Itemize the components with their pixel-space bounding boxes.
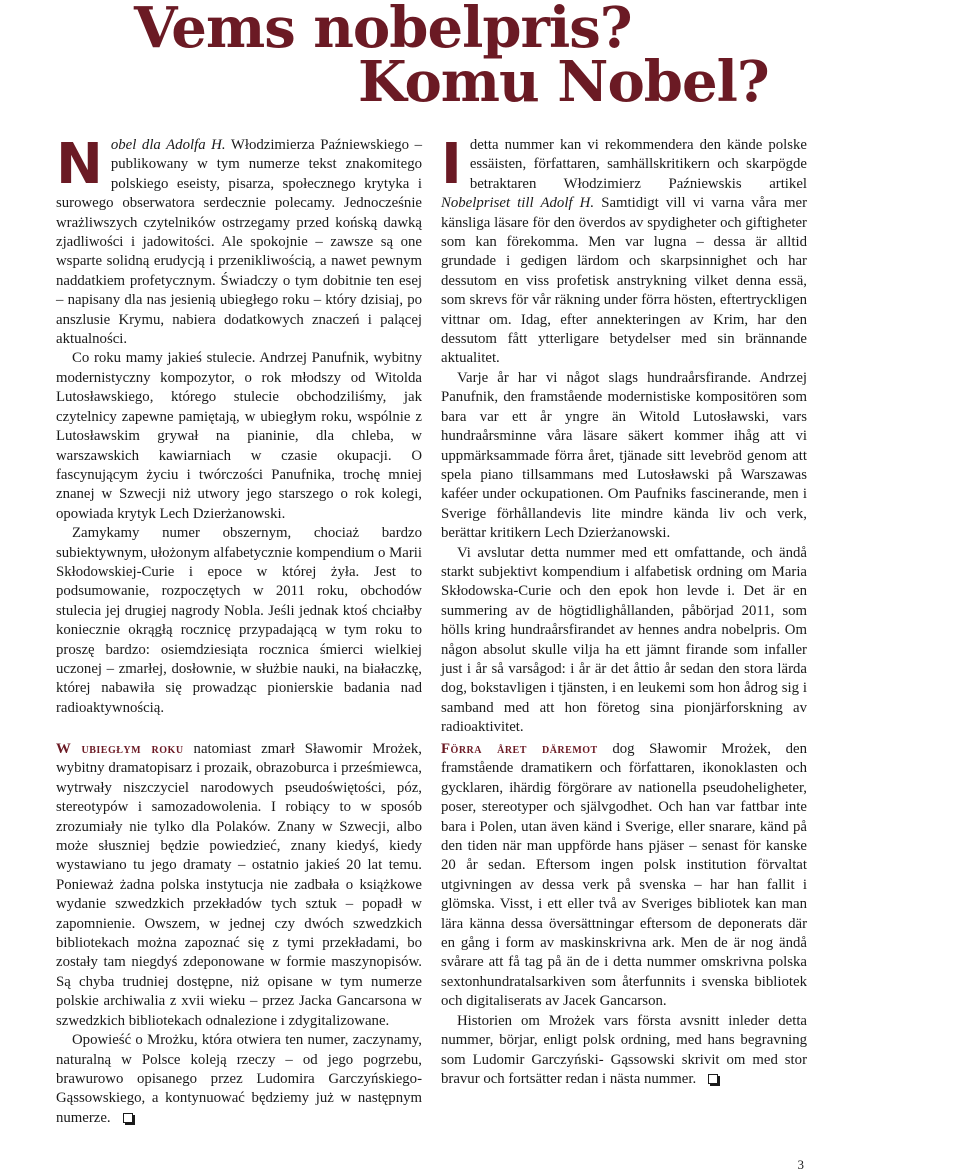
swedish-intro-paragraph-3: Vi avslutar detta nummer med ett omfattande, och ändå starkt subjektivt kompendium i alfabetisk ordning om Maria Skłodowska-Curie och den epok hon levde i. Det är en summering av de högtidlighållanden, påbörjad 2011, som hölls kring hundraårsfirandet av hennes andra nobelpris. Om någon absolut skulle vilja ha ett jämnt firande som infaller just i år så varsågod: i år är det åttio år sedan den stora lärda dog, bokstavligen i tjänsten, i en leukemi som hon ådrog sig i samband med att hon företog sina pionjärforskning av radioaktivitet. [441, 544, 807, 736]
article-title-italic: Nobelpriset till Adolf H. [441, 195, 595, 212]
paragraph-text: detta nummer kan vi rekommendera den kände polske essäisten, författaren, samhällskritikern och skarpögde betraktaren Włodzimierz Paźniewskis artikel [469, 137, 807, 192]
lead-italic: obel dla Adolfa H. [110, 137, 226, 153]
lead-smallcaps: W ubiegłym roku [56, 741, 184, 757]
paragraph-text: natomiast zmarł Sławomir Mrożek, wybitny dramatopisarz i prozaik, obrazoburca i prześmiewca, wytrwały niszczyciel narodowych pseudoświętości, póz, stereotypów i samozadowolenia. I robiący to w sposób zrozumiały nie tylko dla Polaków. Znany w Szwecji, albo może słuszniej będzie powiedzieć, znany kiedyś, kiedy wystawiano tu jego dramaty – ostatnio jakieś 20 lat temu. Ponieważ żadna polska instytucja nie zadbała o książkowe wydanie szwedzkich przekładów tych sztuk – popadł w zapomnienie. Owszem, w jednej czy dwóch szwedzkich bibliotekach można zapoznać się z tymi przekładami, bo zostały tam niegdyś zdeponowane w formie maszynopisów. Są chyba trudniej dostępne, niż opisane w tym numerze polskie archiwalia z xvii wieku – przez Jacka Gancarsona w szwedzkich bibliotekach odnalezione i zdygitalizowane. [56, 741, 422, 1029]
swedish-mrozek-paragraph-2 [441, 1012, 807, 1090]
polish-intro-column [56, 132, 422, 718]
paragraph-text: Historien om Mrożek vars första avsnitt inleder detta nummer, börjar, enligt polsk ordning, med hans begravning som Ludomir Garczyński- Gąssowski skrivit om med stor bravur och fortsätter redan i nästa nummer. [441, 1012, 807, 1087]
dropcap-i: I [441, 132, 462, 197]
paragraph-text: Włodzimierza Paźniewskiego – publikowany w tym numerze tekst znakomitego polskiego eseisty, pisarza, społecznego krytyka i surowego obserwatora serdecznie polecamy. Jednocześnie wrażliwszych czytelników ostrzegamy przed końską dawką zjadliwości i jadowitości. Ale spokojnie – zawsze są one wsparte solidną erudycją i przenikliwością, a nawet pewnym naddatkiem profetycznym. Świadczy o tym dobitnie ten esej – napisany dla nas jesienią ubiegłego roku – który dzisiaj, po anszlusie Krymu, nabiera dodatkowych znaczeń i palącej aktualności. [56, 137, 422, 348]
paragraph-text: Samtidigt vill vi varna våra mer känsliga läsare för den överdos av spydigheter och giftigheter som kan förekomma. Men var lugna – dessa är alltid grundade i gedigen lärdom och skarpsinnighet och har dessutom en viss profetisk anstrykning vilket denna essä, som skrevs för vår räkning under förra hösten, eftertryckligen vittnar om. Idag, efter annekteringen av Krim, har den dessutom fått ytterligare betydelser med sin brännande aktualitet. [441, 195, 807, 367]
polish-mrozek-column [56, 740, 422, 1128]
title-polish: Komu Nobel? [358, 49, 769, 115]
swedish-intro-paragraph-1 [441, 132, 807, 369]
swedish-mrozek-paragraph-1 [441, 740, 807, 1012]
end-square-icon [708, 1074, 718, 1084]
swedish-mrozek-column [441, 740, 807, 1089]
polish-intro-paragraph-2: Co roku mamy jakieś stulecie. Andrzej Panufnik, wybitny modernistyczny kompozytor, o rok młodszy od Witolda Lutosławskiego, którego stulecie obchodziliśmy, jak czytelnicy zapewne pamiętają, w ubiegłym roku, wspólnie z Lutosławskim grywał na pianinie, dla chleba, w warszawskich kawiarniach w czasie okupacji. O fascynującym życiu i twórczości Panufnika, trochę mniej znanej w Szwecji niż utwory jego starszego o rok kolegi, opowiada krytyk Lech Dzierżanowski. [56, 350, 422, 522]
swedish-intro-paragraph-2: Varje år har vi något slags hundraårsfirande. Andrzej Panufnik, den framstående modernistiske kompositören som bara var ett år yngre än Witold Lutosławski, vars hundraårsminne våra läsare säkert kommer ihåg att vi uppmärksammade förra året, tjänade sitt levebröd genom att spela piano tillsammans med Lutosławski på Warszawas kaféer under ockupationen. Om Paufniks fascinerande, men i Sverige förhållandevis lite mindre kända liv och verk, berättar kritikern Lech Dzierżanowski. [441, 369, 807, 542]
title-swedish: Vems nobelpris? [134, 0, 632, 61]
end-square-icon [123, 1113, 133, 1123]
swedish-intro-column [441, 132, 807, 738]
page-number: 3 [797, 1157, 804, 1172]
lead-smallcaps: Förra året däremot [441, 741, 598, 757]
dropcap-n: N [56, 132, 103, 197]
polish-mrozek-paragraph-1 [56, 740, 422, 1031]
paragraph-text: dog Sławomir Mrożek, den framstående dramatikern och författaren, ikonoklasten och gycklaren, ihärdig förgörare av nationella pseudoheligheter, poser, stereotyper och självgodhet. Och han var fattbar inte bara i Polen, utan även känd i Sverige, eller snarare, känd på den tiden när man uppförde hans pjäser – senast för kanske 20 år sedan. Eftersom ingen polsk institution förvaltat utgivningen av dessa verk på svenska – har han fallit i glömska. Visst, i ett eller två av Sveriges bibliotek kan man lära känna dessa översättningar eftersom de deponerats där en gång i form av maskinskrivna ark. Men de är nog ändå svårare att få tag på än de i detta nummer omskrivna polska sextonhundratalsarkiven som återfunnits i svenska bibliotek och digitaliserats av Jacek Gancarson. [441, 741, 807, 1010]
polish-intro-paragraph-1 [56, 132, 422, 349]
paragraph-text: Opowieść o Mrożku, która otwiera ten numer, zaczynamy, naturalną w Polsce koleją rzeczy – od jego pogrzebu, brawurowo opisanego przez Ludomira Garczyńskiego-Gąssowskiego, a kontynuować będziemy już w następnym numerze. [56, 1032, 422, 1126]
polish-intro-paragraph-3: Zamykamy numer obszernym, chociaż bardzo subiektywnym, ułożonym alfabetycznie kompendium o Marii Skłodowskiej-Curie i epoce w której żyła. Jest to podsumowanie, rozpoczętych w 2011 roku, obchodów stulecia jej drugiej nagrody Nobla. Jeśli jednak ktoś chciałby koniecznie okrągłą rocznicę przypadającą w tym roku to proszę bardzo: osiemdziesiąta rocznica śmierci wielkiej uczonej – zmarłej, dosłownie, w służbie nauki, na białaczkę, której nabawiła się prowadząc pionierskie badania nad radioaktywnością. [56, 525, 422, 716]
polish-mrozek-paragraph-2 [56, 1031, 422, 1128]
